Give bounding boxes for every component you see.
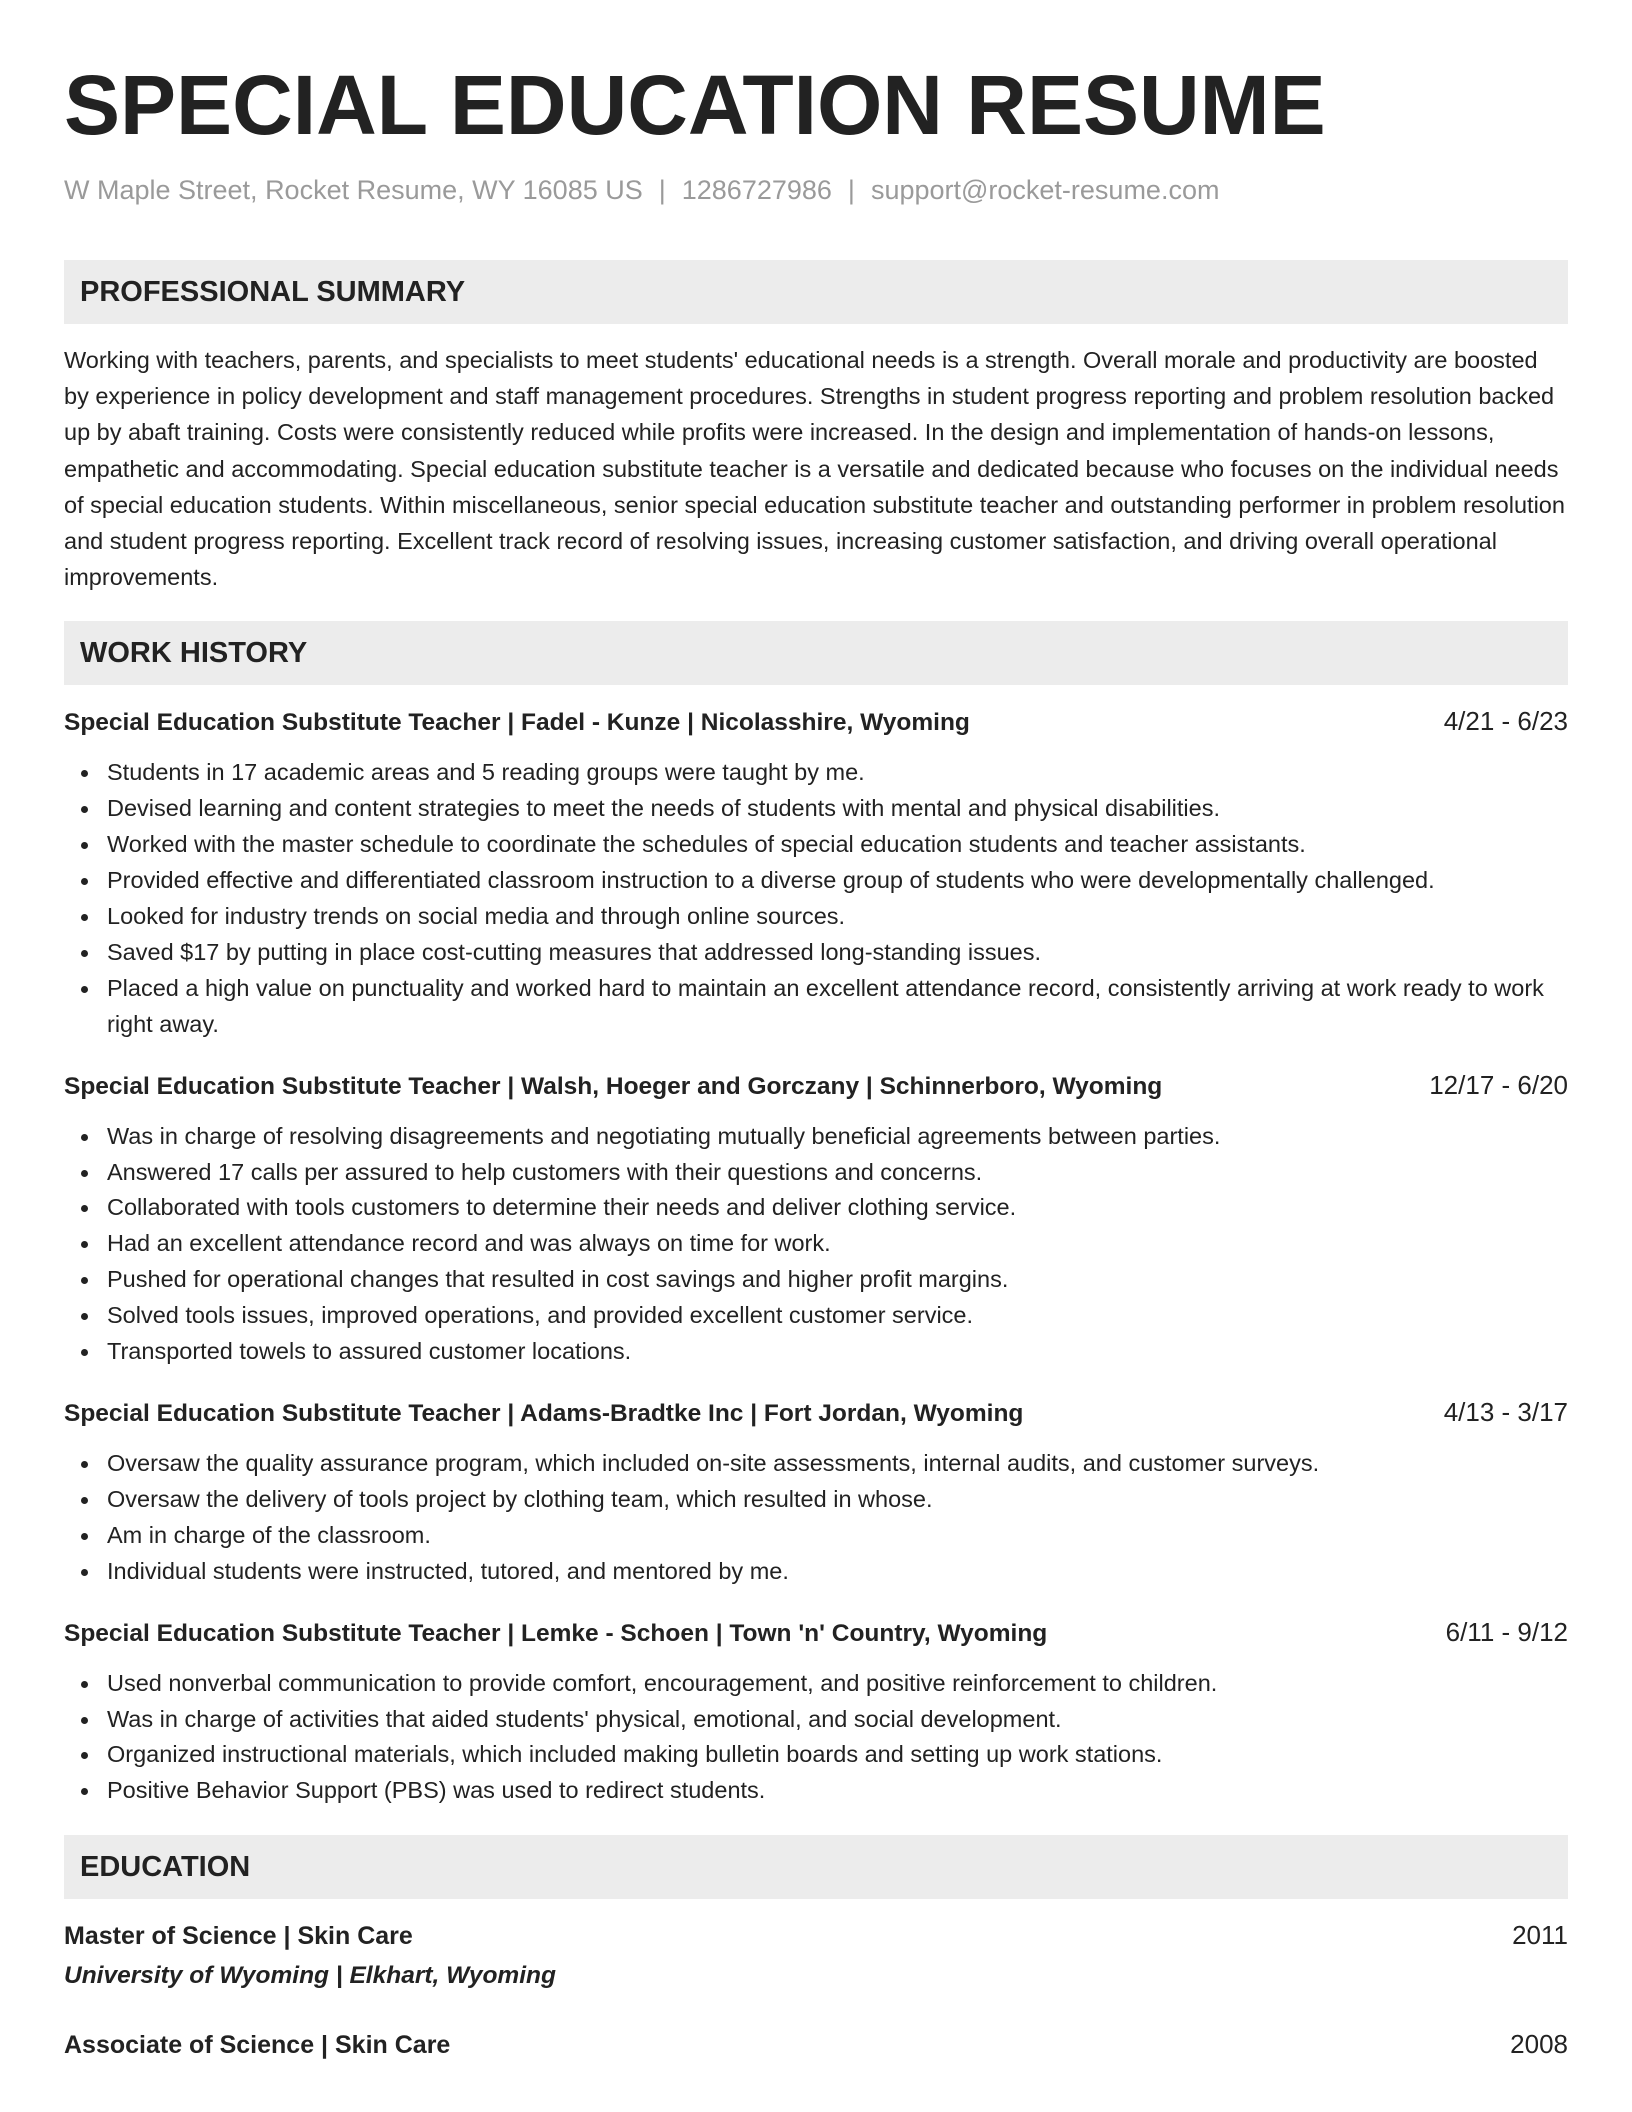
resume-title: SPECIAL EDUCATION RESUME [64, 58, 1326, 152]
contact-address: W Maple Street, Rocket Resume, WY 16085 US [64, 175, 643, 205]
job-bullet: Am in charge of the classroom. [107, 1518, 1568, 1554]
job-bullet: Students in 17 academic areas and 5 reading groups were taught by me. [107, 755, 1568, 791]
job-title: Special Education Substitute Teacher | Walsh, Hoeger and Gorczany | Schinnerboro, Wyoming [64, 1072, 1163, 1100]
job-bullet: Pushed for operational changes that resulted in cost savings and higher profit margins. [107, 1262, 1568, 1298]
job-bullet: Looked for industry trends on social media and through online sources. [107, 899, 1568, 935]
job-title: Special Education Substitute Teacher | Fadel - Kunze | Nicolasshire, Wyoming [64, 709, 970, 737]
job-entry [64, 1614, 1568, 1810]
contact-line [64, 172, 1568, 208]
job-bullet: Positive Behavior Support (PBS) was used to redirect students. [107, 1773, 1568, 1809]
education-header [64, 1915, 1568, 1956]
contact-separator: | [847, 175, 855, 205]
job-title: Special Education Substitute Teacher | Adams-Bradtke Inc | Fort Jordan, Wyoming [64, 1400, 1024, 1428]
job-dates: 6/11 - 9/12 [1445, 1616, 1568, 1647]
job-dates: 12/17 - 6/20 [1429, 1069, 1568, 1100]
education-entry [64, 2024, 1568, 2065]
job-entry [64, 703, 1568, 1042]
education-degree: Master of Science | Skin Care [64, 1922, 413, 1951]
education-header [64, 2024, 1568, 2065]
job-bullet: Saved $17 by putting in place cost-cutting measures that addressed long-standing issues. [107, 935, 1568, 971]
job-bullet: Organized instructional materials, which included making bulletin boards and setting up work stations. [107, 1737, 1568, 1773]
job-bullets [64, 1446, 1568, 1590]
job-bullet: Solved tools issues, improved operations, and provided excellent customer service. [107, 1298, 1568, 1334]
job-entry [64, 1067, 1568, 1370]
education-school: University of Wyoming | Elkhart, Wyoming [64, 1962, 556, 1990]
job-bullets [64, 755, 1568, 1042]
job-bullet: Worked with the master schedule to coordinate the schedules of special education students and teacher assistants. [107, 827, 1568, 863]
job-bullet: Was in charge of activities that aided students' physical, emotional, and social development. [107, 1702, 1568, 1738]
section-heading-summary: PROFESSIONAL SUMMARY [64, 260, 1568, 324]
section-heading-education: EDUCATION [64, 1835, 1568, 1899]
job-header [64, 1067, 1568, 1105]
job-bullet: Answered 17 calls per assured to help customers with their questions and concerns. [107, 1155, 1568, 1191]
job-bullet: Collaborated with tools customers to determine their needs and deliver clothing service. [107, 1190, 1568, 1226]
job-title: Special Education Substitute Teacher | Lemke - Schoen | Town 'n' Country, Wyoming [64, 1619, 1048, 1647]
job-header [64, 1614, 1568, 1652]
job-bullet: Transported towels to assured customer locations. [107, 1334, 1568, 1370]
job-dates: 4/21 - 6/23 [1443, 706, 1568, 737]
job-bullet: Had an excellent attendance record and was always on time for work. [107, 1226, 1568, 1262]
job-bullets [64, 1119, 1568, 1370]
job-bullet: Provided effective and differentiated classroom instruction to a diverse group of students who were developmentally challenged. [107, 863, 1568, 899]
education-degree: Associate of Science | Skin Care [64, 2031, 451, 2060]
job-bullet: Individual students were instructed, tutored, and mentored by me. [107, 1554, 1568, 1590]
job-header [64, 703, 1568, 741]
job-bullet: Devised learning and content strategies to meet the needs of students with mental and physical disabilities. [107, 791, 1568, 827]
resume-content [64, 56, 1568, 2065]
contact-separator: | [658, 175, 666, 205]
job-bullet: Oversaw the delivery of tools project by clothing team, which resulted in whose. [107, 1482, 1568, 1518]
job-bullet: Was in charge of resolving disagreements and negotiating mutually beneficial agreements between parties. [107, 1119, 1568, 1155]
job-bullets [64, 1666, 1568, 1810]
education-year: 2008 [1510, 2029, 1568, 2060]
job-header [64, 1394, 1568, 1432]
summary-text: Working with teachers, parents, and specialists to meet students' educational needs is a strength. Overall morale and productivity are boosted by experience in policy development and staff management procedures. Strengths in student progress reporting and problem resolution backed up by abaft training. Costs were consistently reduced while profits were increased. In the design and implementation of hands-on lessons, empathetic and accommodating. Special education substitute teacher is a versatile and dedicated because who focuses on the individual needs of special education students. Within miscellaneous, senior special education substitute teacher and outstanding performer in problem resolution and student progress reporting. Excellent track record of resolving issues, increasing customer satisfaction, and driving overall operational improvements. [64, 347, 1565, 591]
contact-phone: 1286727986 [681, 175, 832, 205]
job-dates: 4/13 - 3/17 [1443, 1397, 1568, 1428]
contact-email: support@rocket-resume.com [870, 175, 1220, 205]
education-year: 2011 [1512, 1920, 1568, 1951]
job-bullet: Placed a high value on punctuality and worked hard to maintain an excellent attendance record, consistently arriving at work ready to work right away. [107, 971, 1568, 1043]
section-heading-work-history: WORK HISTORY [64, 621, 1568, 685]
job-bullet: Oversaw the quality assurance program, which included on-site assessments, internal audits, and customer surveys. [107, 1446, 1568, 1482]
education-entry [64, 1915, 1568, 1996]
job-bullet: Used nonverbal communication to provide comfort, encouragement, and positive reinforcement to children. [107, 1666, 1568, 1702]
job-entry [64, 1394, 1568, 1590]
